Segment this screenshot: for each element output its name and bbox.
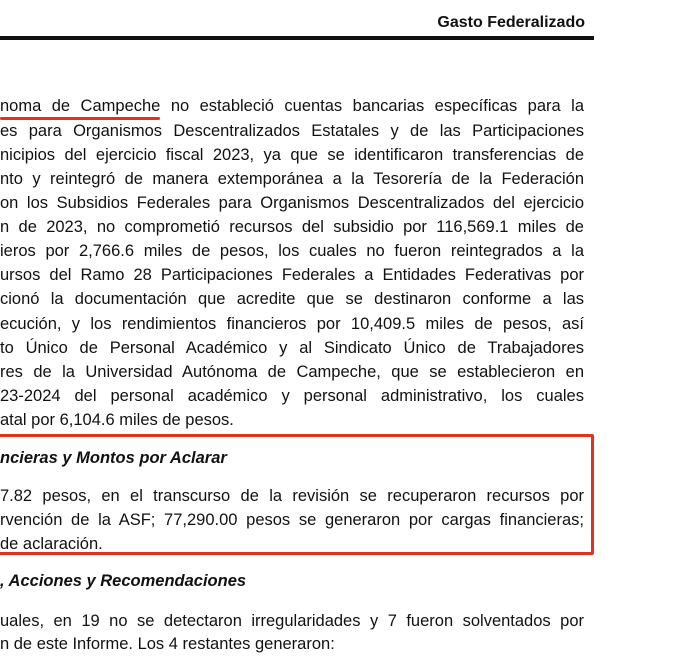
- paragraph-line: ursos del Ramo 28 Participaciones Federales a Entidades Federativas por: [0, 266, 584, 284]
- paragraph-line: nicipios del ejercicio fiscal 2023, ya que se identificaron transferencias de: [0, 146, 584, 164]
- paragraph-line: atal por 6,104.6 miles de pesos.: [0, 411, 234, 429]
- section-line: uales, en 19 no se detectaron irregularidades y 7 fueron solventados por: [0, 612, 584, 630]
- paragraph-line: cionó la documentación que acredite que se destinaron conforme a las: [0, 290, 584, 308]
- section-line: 7.82 pesos, en el transcurso de la revisión se recuperaron recursos por: [0, 487, 584, 505]
- paragraph-line: es para Organismos Descentralizados Estatales y de las Participaciones: [0, 122, 584, 140]
- paragraph-line: noma de Campeche no estableció cuentas bancarias específicas para la: [0, 97, 584, 115]
- paragraph-line: 23-2024 del personal académico y personal administrativo, los cuales: [0, 387, 584, 405]
- page-header-title: Gasto Federalizado: [437, 14, 585, 31]
- paragraph-line: n de 2023, no comprometió recursos del subsidio por 116,569.1 miles de: [0, 218, 584, 236]
- paragraph-line: on los Subsidios Federales para Organismos Descentralizados del ejercicio: [0, 194, 584, 212]
- red-underline-highlight: [0, 117, 160, 120]
- paragraph-line: ecución, y los rendimientos financieros por 10,409.5 miles de pesos, así: [0, 315, 584, 333]
- paragraph-line: ieros por 2,766.6 miles de pesos, los cuales no fueron reintegrados a la: [0, 242, 584, 260]
- section-line: de aclaración.: [0, 535, 103, 553]
- section-heading-montos: ncieras y Montos por Aclarar: [0, 449, 227, 467]
- section-line: n de este Informe. Los 4 restantes generaron:: [0, 635, 335, 653]
- paragraph-line: to Único de Personal Académico y al Sindicato Único de Trabajadores: [0, 339, 584, 357]
- section-heading-acciones: , Acciones y Recomendaciones: [0, 572, 247, 590]
- paragraph-line: res de la Universidad Autónoma de Campeche, que se establecieron en: [0, 363, 584, 381]
- header-rule: [0, 36, 594, 40]
- section-line: rvención de la ASF; 77,290.00 pesos se generaron por cargas financieras;: [0, 511, 584, 529]
- paragraph-line: nto y reintegró de manera extemporánea a la Tesorería de la Federación: [0, 170, 584, 188]
